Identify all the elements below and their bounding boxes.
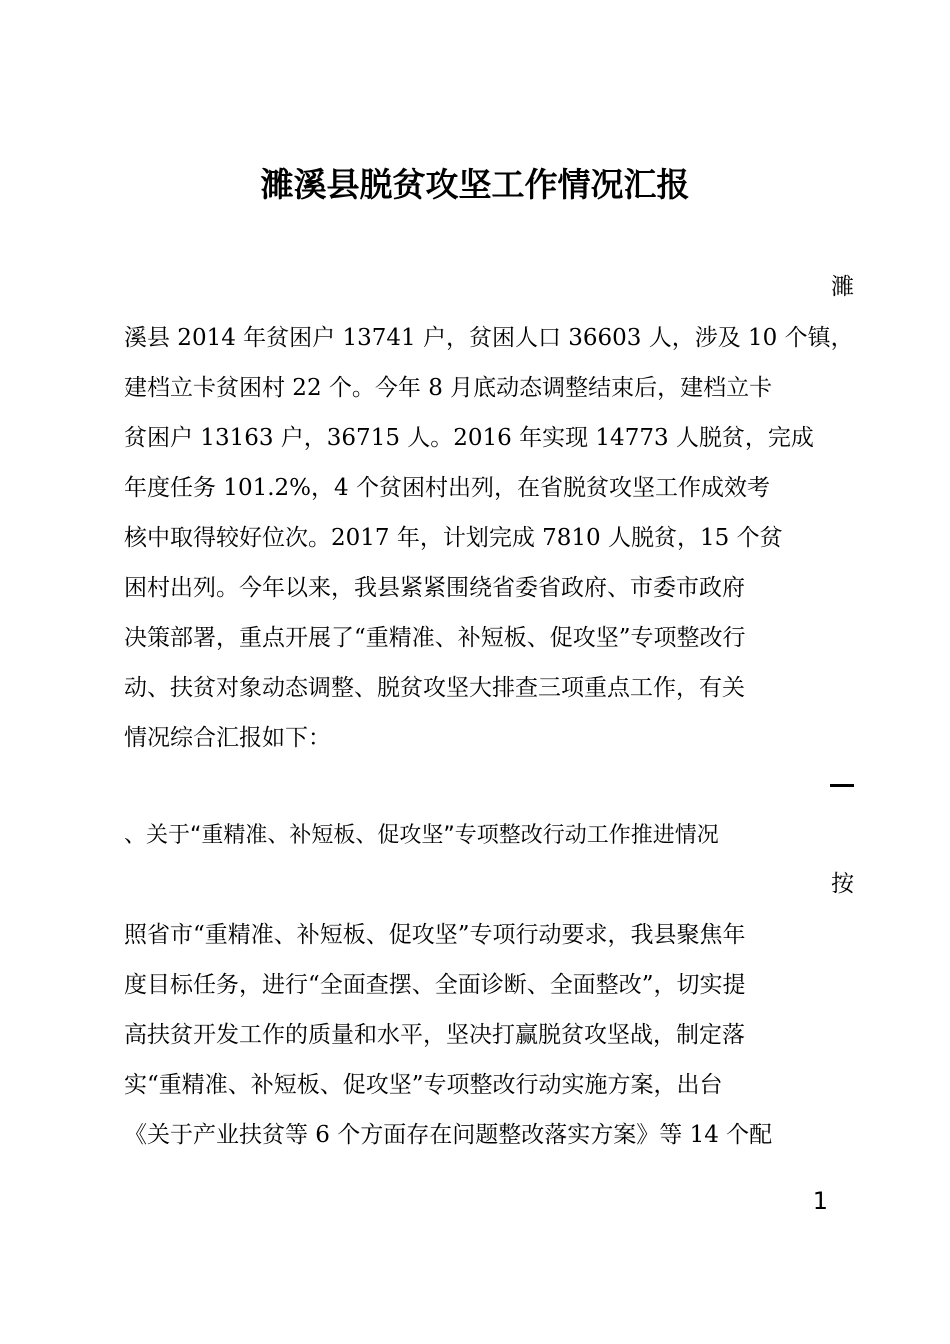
section-line-5: 《关于产业扶贫等 6 个方面存在问题整改落实方案》等 14 个配 — [124, 1122, 773, 1148]
section-lead-char: 按 — [831, 871, 854, 897]
intro-line-5: 核中取得较好位次。2017 年，计划完成 7810 人脱贫，15 个贫 — [124, 525, 783, 551]
section-line-4: 实“重精准、补短板、促攻坚”专项整改行动实施方案，出台 — [124, 1072, 723, 1098]
section-heading: 、关于“重精准、补短板、促攻坚”专项整改行动工作推进情况 — [124, 823, 719, 848]
intro-line-8: 动、扶贫对象动态调整、脱贫攻坚大排查三项重点工作，有关 — [124, 675, 745, 701]
section-heading-number-dash — [830, 784, 854, 787]
document-title: 濉溪县脱贫攻坚工作情况汇报 — [260, 165, 690, 204]
intro-line-4: 年度任务 101.2%，4 个贫困村出列，在省脱贫攻坚工作成效考 — [124, 475, 770, 501]
intro-line-9: 情况综合汇报如下： — [124, 725, 331, 751]
page-number: 1 — [812, 1187, 828, 1215]
intro-line-7: 决策部署，重点开展了“重精准、补短板、促攻坚”专项整改行 — [124, 625, 746, 651]
intro-line-3: 贫困户 13163 户，36715 人。2016 年实现 14773 人脱贫，完成 — [124, 425, 814, 451]
section-line-3: 高扶贫开发工作的质量和水平，坚决打赢脱贫攻坚战，制定落 — [124, 1022, 745, 1048]
intro-line-1: 溪县 2014 年贫困户 13741 户，贫困人口 36603 人，涉及 10 个镇， — [124, 325, 854, 351]
section-line-1: 照省市“重精准、补短板、促攻坚”专项行动要求，我县聚焦年 — [124, 922, 746, 948]
intro-line-6: 困村出列。今年以来，我县紧紧围绕省委省政府、市委市政府 — [124, 575, 745, 601]
section-line-2: 度目标任务，进行“全面查摆、全面诊断、全面整改”，切实提 — [124, 972, 746, 998]
intro-line-2: 建档立卡贫困村 22 个。今年 8 月底动态调整结束后，建档立卡 — [124, 375, 773, 401]
intro-lead-char: 濉 — [831, 274, 854, 300]
